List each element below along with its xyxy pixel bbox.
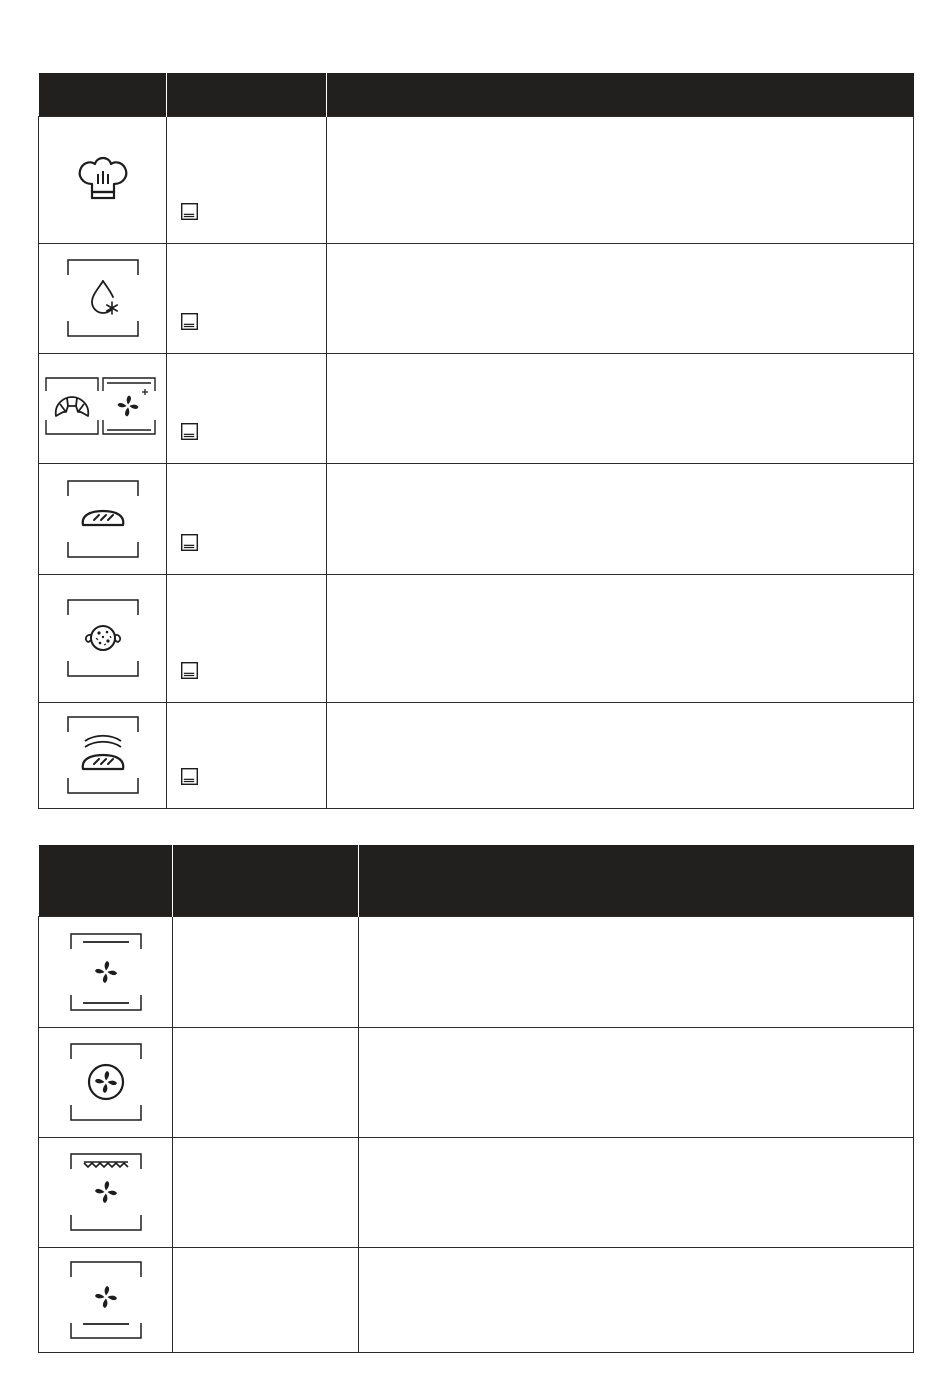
function-description (327, 117, 913, 137)
menu-key-icon (181, 662, 198, 679)
header-function (173, 845, 359, 916)
table-row (39, 1247, 914, 1352)
header-description (359, 845, 914, 916)
bread-icon (63, 479, 143, 559)
table-row (39, 243, 914, 353)
pizza-icon (63, 598, 143, 678)
croissant-fan-plus-icon (45, 376, 161, 440)
chef-hat-icon (68, 145, 138, 215)
bread-warming-icon (63, 715, 143, 795)
menu-key-icon (181, 203, 198, 220)
fan-top-bottom-heat-icon (66, 932, 146, 1012)
menu-key-icon (181, 423, 198, 440)
function-description (359, 917, 913, 937)
table-row (39, 1027, 914, 1137)
table-row (39, 116, 914, 243)
table-row (39, 574, 914, 702)
fan-grill-icon (66, 1152, 146, 1232)
table-row (39, 463, 914, 574)
function-description (327, 464, 913, 484)
functions-table-1 (38, 73, 914, 809)
function-description (327, 354, 913, 374)
table-row (39, 702, 914, 808)
function-description (327, 244, 913, 264)
circular-fan-icon (66, 1042, 146, 1122)
menu-key-icon (181, 768, 198, 785)
function-name (173, 1138, 358, 1158)
header-symbol (39, 845, 173, 916)
table-row (39, 1137, 914, 1247)
defrost-drop-icon (63, 258, 143, 338)
header-description (327, 73, 914, 116)
function-name (173, 1028, 358, 1048)
function-description (327, 703, 913, 723)
function-description (327, 575, 913, 595)
functions-table-2 (38, 845, 914, 1353)
table-row (39, 916, 914, 1027)
function-name (173, 1248, 358, 1268)
menu-key-icon (181, 534, 198, 551)
function-description (359, 1138, 913, 1158)
header-function (167, 73, 327, 116)
fan-bottom-heat-icon (66, 1260, 146, 1340)
function-description (359, 1028, 913, 1048)
function-name (173, 917, 358, 937)
table-row (39, 353, 914, 463)
menu-key-icon (181, 313, 198, 330)
function-description (359, 1248, 913, 1268)
header-symbol (39, 73, 167, 116)
